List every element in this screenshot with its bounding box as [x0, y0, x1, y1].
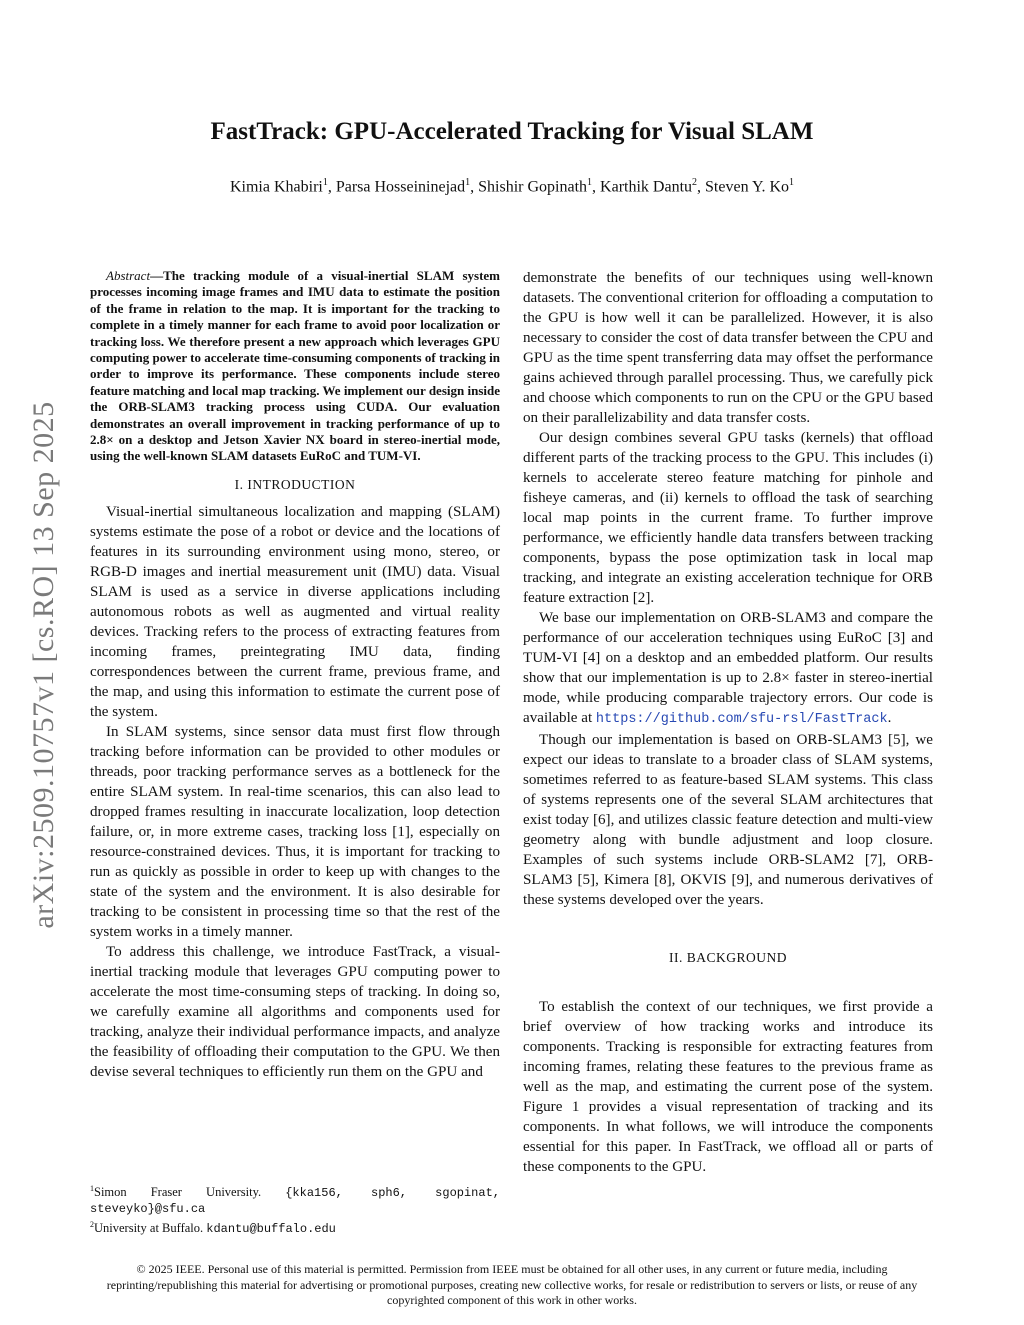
intro-paragraph-continued: demonstrate the benefits of our techniques using well-known datasets. The conventional criterion for offloading a computation to the GPU is how well it can be parallelized. However, it is also necessary to consider the cost of data transfer between the CPU and GPU as the time spent transferring data may offset the performance gains achieved through parallel processing. Thus, we carefully pick and choose which components to run on the CPU or the GPU based on their parallelizability and data transfer costs.: [523, 270, 933, 426]
implementation-paragraph: [523, 608, 933, 730]
abstract: [90, 268, 500, 465]
author-affiliation-mark: 2: [692, 177, 698, 188]
footnote-text: University at Buffalo.: [94, 1221, 207, 1236]
footnote-email: kdantu@buffalo.edu: [206, 1222, 336, 1237]
author-affiliation-mark: 1: [789, 177, 795, 188]
footnote-mark: 1: [90, 1184, 94, 1193]
author-name: Karthik Dantu: [600, 178, 693, 196]
abstract-label: Abstract: [106, 268, 151, 283]
author-list: Kimia Khabiri$^1$, Parsa Hosseininejad$^1$, Shishir Gopinath$^1$, Karthik Dantu$^2$, Steven Y. Ko$^1$: [229, 177, 795, 196]
arxiv-identifier: [14, 370, 74, 960]
footnote-emails: {kka156, sph6, sgopinat, steveyko}@sfu.ca: [90, 1186, 500, 1217]
copyright-notice: © 2025 IEEE. Personal use of this material is permitted. Permission from IEEE must be obtained for all other uses, in any current or future media, including reprinting/republishing this material for advertising or promotional purposes, creating new collective works, for resale or redistribution to servers or lists, or reuse of any copyrighted component of this work in other works.: [106, 1262, 918, 1307]
background-heading: II. BACKGROUND: [669, 950, 787, 965]
author-affiliation-mark: 1: [465, 177, 471, 188]
footnote-mark: 2: [90, 1220, 94, 1230]
related-systems-paragraph: Though our implementation is based on ORB-SLAM3 [5], we expect our ideas to translate to a broader class of SLAM systems, sometimes referred to as feature-based SLAM systems. This class of systems represents one of the several SLAM architectures that exist today [6], and utilizes classic feature detection and multi-view geometry along with bundle adjustment and loop closure. Examples of such systems include ORB-SLAM2 [7], ORB-SLAM3 [5], Kimera [8], OKVIS [9], and numerous derivatives of these systems developed over the years.: [523, 732, 933, 908]
footnotes: [90, 1181, 500, 1237]
author-name: Steven Y. Ko: [705, 178, 790, 196]
author-name: Parsa Hosseininejad: [335, 178, 466, 196]
intro-paragraph: To address this challenge, we introduce FastTrack, a visual-inertial tracking module that leverages GPU computing power to accelerate the most time-consuming steps of tracking. In doing so, we carefully examine all algorithms and components used for tracking, analyze their individual performance impacts, and analyze the feasibility of offloading their computation to the GPU. We then devise several techniques to efficiently run them on the GPU and: [90, 943, 500, 1080]
design-paragraph: Our design combines several GPU tasks (kernels) that offload different parts of the tracking process to the GPU. This includes (i) kernels to accelerate stereo feature matching for pinhole and fisheye cameras, and (ii) kernels to offload the task of searching local map points in the current frame. To further improve performance, we efficiently handle data transfers between tracking components, bypass the pose optimization task in local map tracking, and integrate an existing acceleration technique for ORB feature extraction [2].: [523, 430, 933, 606]
arxiv-identifier-text: arXiv:2509.10757v1 [cs.RO] 13 Sep 2025: [27, 401, 60, 929]
footnote-affiliation-2: [90, 1217, 500, 1237]
background-paragraph: To establish the context of our techniques, we first provide a brief overview of how tracking works and introduce its components. Tracking is responsible for extracting features from incoming frames, relating these features to the previous frame as well as the map, and estimating the current pose of the system. Figure 1 provides a visual representation of tracking and its components. In what follows, we will introduce the components essential for this paper. In FastTrack, we offload all or parts of these components to the GPU.: [523, 999, 933, 1175]
author-affiliation-mark: 1: [587, 177, 593, 188]
author-name: Kimia Khabiri: [229, 178, 323, 196]
author-name: Shishir Gopinath: [478, 178, 588, 196]
code-link[interactable]: https://github.com/sfu-rsl/FastTrack: [595, 712, 888, 727]
abstract-text: The tracking module of a visual-inertial SLAM system processes incoming image frames and IMU data to estimate the position of the frame in relation to the map. It is important for the tracking to complete in a timely manner for each frame to avoid poor localization or tracking loss. We therefore present a new approach which leverages GPU computing power to accelerate time-consuming components of tracking in order to improve its performance. These components include stereo feature matching and local map tracking. We implement our design inside the ORB-SLAM3 tracking process using CUDA. Our evaluation demonstrates an overall improvement in tracking performance of up to 2.8× on a desktop and Jetson Xavier NX board in stereo-inertial mode, using the well-known SLAM datasets EuRoC and TUM-VI.: [90, 268, 500, 464]
paper-title: FastTrack: GPU-Accelerated Tracking for Visual SLAM: [210, 118, 814, 145]
author-affiliation-mark: 1: [322, 177, 328, 188]
abstract-dash: —: [150, 268, 164, 283]
implementation-text: We base our implementation on ORB-SLAM3 and compare the performance of our acceleration techniques using EuRoC [3] and TUM-VI [4] on a desktop and an embedded platform. Our results show that our implementation is up to 2.8× faster in stereo-inertial mode, while producing comparable trajectory errors. Our code is available at: [523, 610, 933, 726]
right-column: [523, 268, 933, 1177]
implementation-text-end: .: [887, 710, 892, 726]
footnote-affiliation-1: [90, 1181, 500, 1217]
intro-paragraph: In SLAM systems, since sensor data must first flow through tracking before information can be provided to other modules or threads, poor tracking performance serves as a bottleneck for the entire SLAM system. In real-time scenarios, this can also lead to dropped frames resulting in inaccurate localization, loop detection failure, or, in more extreme cases, tracking loss [1], especially on resource-constrained devices. Thus, it is important for tracking to run as quickly as possible in order to keep up with changes to the state of the system and the environment. It is also desirable for tracking to be consistent in processing time so that the rest of the system works in a timely manner.: [90, 723, 500, 940]
footnote-text: Simon Fraser University.: [94, 1185, 286, 1200]
left-column: [90, 268, 500, 1082]
introduction-heading: I. INTRODUCTION: [234, 476, 356, 492]
intro-paragraph: Visual-inertial simultaneous localization and mapping (SLAM) systems estimate the pose of a robot or device and the locations of features in its surrounding environment using mono, stereo, or RGB-D images and inertial measurement unit (IMU) data. Visual SLAM is used as a service in diverse applications including autonomous robots as well as augmented and virtual reality devices. Tracking refers to the process of extracting features from incoming frames, preintegrating IMU data, finding correspondences between the current frame, previous frame, and the map, and using this information to estimate the current pose of the system.: [90, 503, 500, 720]
